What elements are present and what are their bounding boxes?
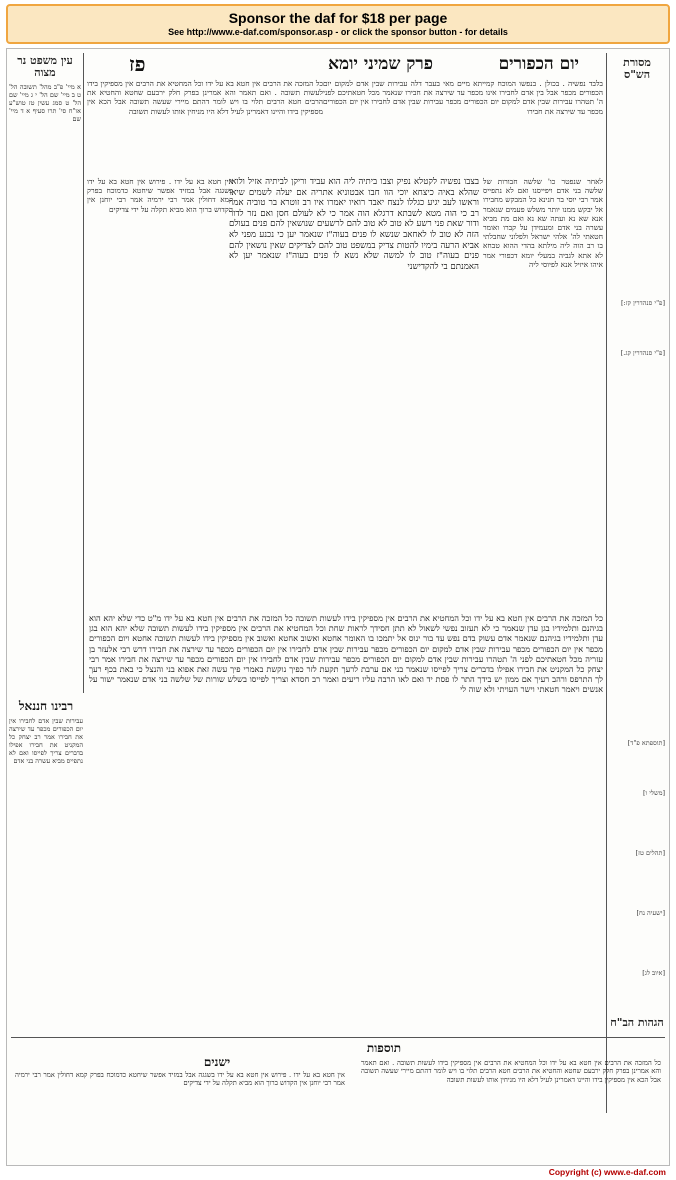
- tosafot-bottom-text: כל המזכה את הרבים אין חטא בא על ידו וכל המחטיא את הרבים אין מספיקין בידו לעשות תשובה . ואם תאמר והא אמרינן בפרק חלק ירבעם שחטא והחטיא את הרבים חטא הרבים תלוי בו ויש לומר דהתם מיירי שעשה תשובה אבל הכא אין מספיקין בידו והיינו דאמרינן לעיל דלא היו מניחין אותו לעשות תשובה: [361, 1059, 661, 1084]
- gemara-wide-column: [89, 613, 603, 1033]
- margin-note: [איוב לג]: [642, 969, 665, 977]
- tractate-title: יום הכפורים: [498, 54, 579, 74]
- rabbeinu-chananel-heading: רבינו חננאל: [18, 699, 74, 713]
- rashi-side-text: לאחר שנפטר כו' שלשה חבורות של שלשה בני אדם ויפייסנו ואם לא נתפייס אמר רבי יוסי בר חנינא כל המבקש מחבירו אל יבקש ממנו יותר משלש פעמים שנאמר אנא שא נא ועתה שא נא ואם מת מביא עשרה בני אדם ומעמידן על קברו ואומר חטאתי לה' אלהי ישראל ולפלוני שחבלתי בו רב הוה ליה מילתא בהדי ההוא טבחא לא אתא לגביה במעלי יומא דכפורי אמר איהו איזיל אנא לפיוסי ליה: [483, 177, 603, 269]
- rabbeinu-chananel-text: עבירות שבין אדם לחבירו אין יום הכפורים מכפר עד שירצה את חבירו אמר רב יצחק כל המקניט את חבירו אפילו בדברים צריך לפייסו ואם לא נתפייס מביא עשרה בני אדם: [9, 717, 83, 765]
- gemara-main-column: [229, 177, 479, 607]
- rashi-top-column: [323, 79, 603, 171]
- margin-note: [משלי ו]: [642, 789, 665, 797]
- yeshanim-heading: ישנים: [203, 1055, 231, 1069]
- tosafot-side-column: [87, 177, 233, 607]
- sponsor-banner[interactable]: [6, 4, 670, 44]
- rashi-top-text: בלבד נפשיה . בכולן . בנפשו המוכח קמייתא מיים מאי בעבר דלה עבירות שבין אדם למקום יום הכפורים מכפר אבל בין אדם לחבירו אינו מכפר עד שירצה את חבירו שנאמר מכל חטאתיכם לפני ה' תטהרו עבירות שבין אדם למקום יום הכפורים מכפר עבירות שבין אדם לחבירו אין יום הכפורים מכפר עד שירצה את חבירו: [323, 79, 603, 116]
- margin-note: [תוספתא פ"ד]: [627, 739, 665, 747]
- right-margin-rule: [606, 53, 607, 1113]
- gemara-mid-text: כל המזכה את הרבים אין חטא בא על ידו וכל המחטיא את הרבים אין מספיקין בידו לעשות תשובה כל המזכה את הרבים אין חטא בא על ידו מ"ט כדי שלא יהא הוא בגיהנם ותלמידיו בגן עדן שנאמר כי לא תעזוב נפשי לשאול לא תתן חסידך לראות שחת וכל המחטיא את הרבים אין מספיקין בידו לעשות תשובה שלא יהא הוא בגן עדן ותלמידיו בגיהנם שנאמר אדם עשוק בדם נפש עד בור ינוס אל יתמכו בו האומר אחטא ואשוב אחטא ואשוב אין מספיקין בידו לעשות תשובה אחטא ויום הכפורים מכפר אין יום הכפורים מכפר עבירות שבין אדם למקום יום הכפורים מכפר עבירות שבין אדם לחבירו אין יום הכפורים מכפר עד שירצה את חבירו דרש רבי אלעזר בן עזריה מכל חטאתיכם לפני ה' תטהרו עבירות שבין אדם למקום יום הכפורים מכפר עבירות שבין אדם לחבירו אין יום הכפורים מכפר עד שירצה את חבירו אמר רבי יצחק כל המקניט את חבירו אפילו בדברים צריך לפייסו שנאמר בני אם ערבת לרעך תקעת לזר כפיך נוקשת באמרי פיך עשה זאת אפוא בני והנצל כי באת בכף רעך לך התרפס ורהב רעיך אם ממון יש בידך התר לו פסת יד ואם לאו הרבה עליו ריעים ואמר רב חסדא וצריך לפייסו בשלש שורות של שלשה בני אדם שנאמר ישור על אנשים ויאמר חטאתי וישר העויתי ולא שוה לי: [89, 613, 603, 695]
- tosafot-top-column: [87, 79, 323, 171]
- margin-note: [פ"י סנהדרין קג.]: [620, 349, 665, 357]
- talmud-page: [6, 48, 670, 1166]
- ein-mishpat-heading: עין משפט נר מצוה: [17, 54, 73, 79]
- margin-note: [תהלים טז]: [635, 849, 665, 857]
- left-margin-rule: [83, 53, 84, 693]
- margin-note: [פ"י סנהדרין קז:]: [620, 299, 665, 307]
- gemara-top-text: בצבו נפשיה לקטלא נפיק וצבו ביתיה ליה הוא עביד וריקן לביתיה אזיל ולואי שהלא באיה כיצחא יוכי הוו חבו אבטוניא אתריה אם יעלה לשמים שיאו וראשו לעב יגיע כגללו לנצח יאבד רואיו יאמרו איו רב זוטרא בר טוביה אמר רב כי הוה מטא לשבתא דרגלא הוה אמר כי לא לעולם חסן ואם נזר לדור ודור שאת פני רשע לא טוב לא טוב להם לרשעים שנושאין להם פנים בעולם הזה לא טוב לו לאחאב שנשא לו פנים בעוה"ז שנאמר יען כי נכנע מפני לא אביא הרעה בימיו להטות צדיק במשפט טוב להם לצדיקים שאין נושאין להם פנים בעוה"ז טוב לו למשה שלא נשא לו פנים בעוה"ז שנאמר יען לא האמנתם בי להקדישני: [229, 177, 479, 272]
- tosafot-side-text: אין חטא בא על ידו . פירוש אין חטא בא על ידו בשגגה אבל במזיד אפשר שיחטא כדמוכח בפרק קמא דחולין אמר רבי ירמיה אמר רבי יוחנן אין הקדוש ברוך הוא מביא תקלה על ידי צדיקים: [87, 177, 233, 214]
- margin-note: [ישעיה נח]: [636, 909, 665, 917]
- tosafot-top-text: כל המזכה את הרבים אין חטא בא על ידו וכל המחטיא את הרבים אין מספיקין בידו לעשות תשובה . ואם תאמר והא אמרינן בפרק חלק ירבעם שחטא והחטיא את הרבים חטא הרבים תלוי בו ויש לומר דהתם מיירי שעשה תשובה אבל הכא אין מספיקין בידו והיינו דאמרינן לעיל דלא היו מניחין אותו לעשות תשובה: [87, 79, 323, 116]
- yeshanim-bottom-text: אין חטא בא על ידו . פירוש אין חטא בא על ידו בשגגה אבל במזיד אפשר שיחטא כדמוכח בפרק קמא דחולין אמר רבי ירמיה אמר רבי יוחנן אין הקדוש ברוך הוא מביא תקלה על ידי צדיקים: [15, 1071, 345, 1088]
- yeshanim-bottom-column: [15, 1071, 345, 1159]
- tosafot-bottom-column: [361, 1059, 661, 1159]
- chapter-title: פרק שמיני יומא: [328, 54, 433, 74]
- masoret-hashas-heading: מסורת הש"ס: [623, 56, 651, 81]
- ein-mishpat-column: [9, 83, 81, 503]
- rashi-side-column: [483, 177, 603, 607]
- folio-number: פז: [129, 52, 146, 76]
- sponsor-title[interactable]: Sponsor the daf for $18 per page: [228, 10, 448, 26]
- ein-mishpat-text: א מיי' פ"ב מהל' תשובה הל' ט ב מיי' שם הל' י ג מיי' שם הל' ט סמג עשין טז טוש"ע או"ח סי' תרו סעיף א ד מיי' שם: [9, 83, 81, 123]
- lower-section-rule: [11, 1037, 665, 1038]
- sponsor-subtitle[interactable]: See http://www.e-daf.com/sponsor.asp - or click the sponsor button - for details: [168, 27, 508, 37]
- rabbeinu-chananel-column: [9, 717, 83, 1017]
- hagahot-habach-heading: הגהות הב"ח: [610, 1016, 664, 1029]
- copyright-notice: Copyright (c) www.e-daf.com: [548, 1167, 666, 1177]
- tosafot-heading: תוספות: [366, 1041, 402, 1055]
